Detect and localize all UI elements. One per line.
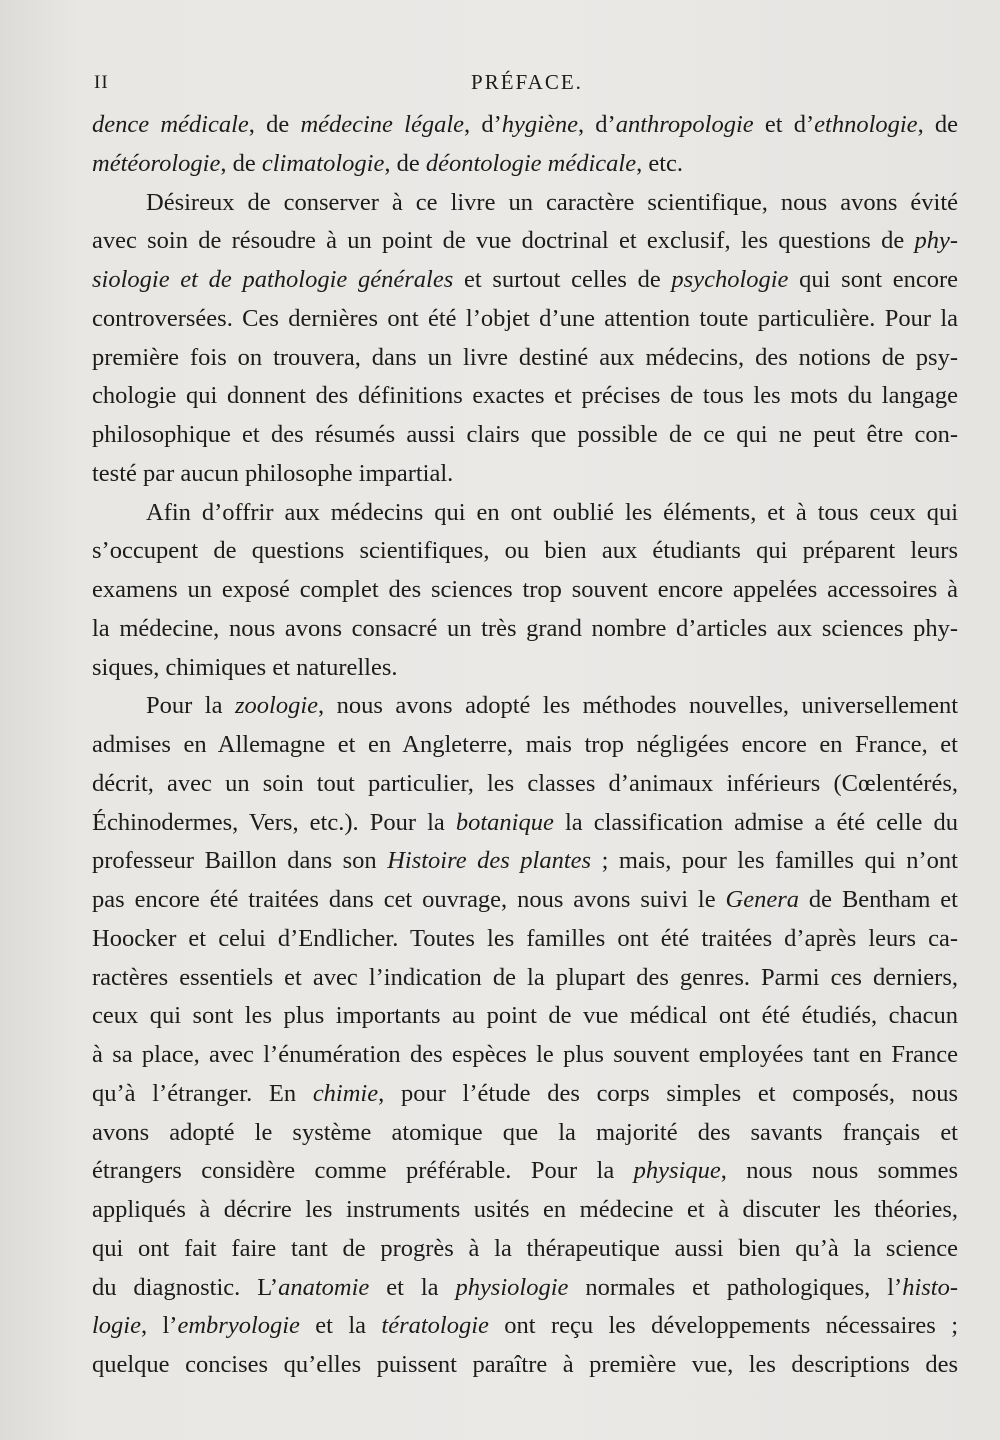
text-segment: , de <box>384 149 426 177</box>
text-segment: ractères essentiels et avec l’indication de la plupart des genres. Parmi ces derniers, <box>92 963 958 991</box>
text-segment: première fois on trouvera, dans un livre destiné aux médecins, des notions de psy- <box>92 343 958 371</box>
italic-term: siologie et de pathologie générales <box>92 266 454 293</box>
text-segment: de Bentham et <box>799 886 958 913</box>
text-segment: et la <box>369 1273 456 1301</box>
italic-term: histo- <box>902 1273 958 1301</box>
text-line <box>92 920 958 959</box>
italic-term: médecine légale <box>300 111 465 138</box>
text-line <box>92 300 958 339</box>
text-segment: testé par aucun philosophe impartial. <box>92 459 454 487</box>
text-line <box>92 339 958 378</box>
text-segment: quelque concises qu’elles puissent paraître à première vue, les descriptions des <box>92 1351 958 1378</box>
italic-term: zoologie <box>234 692 319 720</box>
italic-term: climatologie <box>261 149 385 177</box>
text-segment: , nous avons adopté les méthodes nouvelles, universellement <box>318 692 958 720</box>
text-segment: la classification admise a été celle du <box>553 808 958 836</box>
text-line <box>92 1075 958 1114</box>
text-segment: appliqués à décrire les instruments usités en médecine et à discuter les théories, <box>92 1196 958 1223</box>
italic-term: embryologie <box>177 1312 300 1340</box>
text-line <box>92 610 958 649</box>
text-segment: avons adopté le système atomique que la majorité des savants français et <box>92 1118 958 1146</box>
page-number: II <box>94 72 109 93</box>
page-header <box>94 70 960 100</box>
italic-term: phy- <box>914 227 958 255</box>
text-line <box>92 494 958 533</box>
text-line <box>92 1269 958 1308</box>
text-line <box>92 1307 958 1346</box>
text-segment: , de <box>917 111 958 138</box>
italic-term: psychologie <box>671 266 789 293</box>
italic-term: physique <box>633 1157 721 1185</box>
italic-term: anatomie <box>278 1273 370 1301</box>
text-segment: avec soin de résoudre à un point de vue doctrinal et exclusif, les questions de <box>92 227 915 255</box>
text-line <box>92 377 958 416</box>
running-title: PRÉFACE. <box>471 70 583 94</box>
text-line <box>92 687 958 726</box>
text-segment: Afin d’offrir aux médecins qui en ont oublié les éléments, et à tous ceux qui <box>146 498 958 526</box>
text-segment: normales et pathologiques, l’ <box>568 1273 903 1301</box>
italic-term: anthropologie <box>615 111 754 138</box>
text-segment: Désireux de conserver à ce livre un caractère scientifique, nous avons évité <box>146 188 958 216</box>
italic-term: déontologie médicale <box>425 149 637 177</box>
italic-term: Genera <box>725 886 799 913</box>
text-line <box>92 1114 958 1153</box>
italic-term: tératologie <box>381 1312 489 1340</box>
text-line <box>92 997 958 1036</box>
text-line <box>92 532 958 571</box>
text-line <box>92 881 958 920</box>
text-segment: professeur Baillon dans son <box>92 847 388 875</box>
text-segment: et surtout celles de <box>453 266 672 293</box>
text-line <box>92 804 958 843</box>
text-segment: qu’à l’étranger. En <box>92 1079 313 1107</box>
text-line <box>92 726 958 765</box>
text-line <box>92 765 958 804</box>
text-segment: controversées. Ces dernières ont été l’objet d’une attention toute particulière. Pour la <box>92 304 958 332</box>
text-segment: , etc. <box>636 149 684 177</box>
text-segment: qui ont fait faire tant de progrès à la thérapeutique aussi bien qu’à la science <box>92 1234 958 1262</box>
text-segment: examens un exposé complet des sciences trop souvent encore appelées accessoires à <box>92 576 958 603</box>
text-segment: admises en Allemagne et en Angleterre, mais trop négligées encore en France, et <box>92 731 958 758</box>
text-line <box>92 184 958 223</box>
italic-term: physiologie <box>455 1273 569 1301</box>
text-segment: ; mais, pour les familles qui n’ont <box>591 847 958 875</box>
italic-term: hygiène <box>501 111 578 138</box>
text-line <box>92 1346 958 1385</box>
text-segment: s’occupent de questions scientifiques, ou bien aux étudiants qui préparent leurs <box>92 537 958 565</box>
text-line <box>92 571 958 610</box>
text-line <box>92 106 958 145</box>
text-line <box>92 261 958 300</box>
text-segment: siques, chimiques et naturelles. <box>92 653 398 681</box>
italic-term: dence médicale <box>92 111 249 138</box>
text-line <box>92 959 958 998</box>
text-segment: et la <box>299 1312 382 1340</box>
text-segment: à sa place, avec l’énumération des espèces le plus souvent employées tant en France <box>92 1041 958 1068</box>
text-line <box>92 1230 958 1269</box>
text-segment: ceux qui sont les plus importants au point de vue médical ont été étudiés, chacun <box>92 1002 958 1030</box>
text-segment: Pour la <box>146 692 235 720</box>
text-line <box>92 455 958 494</box>
text-segment: chologie qui donnent des définitions exactes et précises de tous les mots du langage <box>92 382 958 410</box>
text-segment: , d’ <box>577 111 616 138</box>
text-segment: , pour l’étude des corps simples et composés, nous <box>378 1079 958 1107</box>
text-line <box>92 416 958 455</box>
text-segment: la médecine, nous avons consacré un très grand nombre d’articles aux sciences phy- <box>92 614 958 642</box>
italic-term: météorologie <box>92 149 221 177</box>
text-segment: et d’ <box>753 111 815 138</box>
text-segment: , de <box>220 149 262 177</box>
text-segment: , d’ <box>464 111 502 138</box>
text-segment: Hoocker et celui d’Endlicher. Toutes les familles ont été traitées d’après leurs ca- <box>92 924 958 952</box>
text-segment: , l’ <box>141 1312 178 1340</box>
italic-term: chimie <box>312 1079 379 1107</box>
text-segment: , de <box>248 111 301 138</box>
text-segment: du diagnostic. L’ <box>92 1273 279 1301</box>
text-segment: Échinodermes, Vers, etc.). Pour la <box>92 808 456 836</box>
text-line <box>92 222 958 261</box>
text-segment: décrit, avec un soin tout particulier, les classes d’animaux inférieurs (Cœlentérés, <box>92 769 958 797</box>
text-segment: qui sont encore <box>788 266 958 293</box>
italic-term: ethnologie <box>814 111 918 138</box>
preface-body-text <box>92 106 958 1385</box>
text-line <box>92 649 958 688</box>
text-segment: philosophique et des résumés aussi clairs que possible de ce qui ne peut être con- <box>92 421 958 448</box>
text-segment: étrangers considère comme préférable. Pour la <box>92 1157 634 1185</box>
text-segment: ont reçu les développements nécessaires ; <box>488 1312 958 1340</box>
italic-term: Histoire des plantes <box>387 847 592 875</box>
text-line <box>92 1152 958 1191</box>
text-line <box>92 145 958 184</box>
text-segment: pas encore été traitées dans cet ouvrage, nous avons suivi le <box>92 886 726 913</box>
italic-term: logie <box>92 1312 141 1340</box>
text-segment: , nous nous sommes <box>720 1157 958 1185</box>
text-line <box>92 1191 958 1230</box>
text-line <box>92 1036 958 1075</box>
italic-term: botanique <box>455 808 554 836</box>
text-line <box>92 842 958 881</box>
